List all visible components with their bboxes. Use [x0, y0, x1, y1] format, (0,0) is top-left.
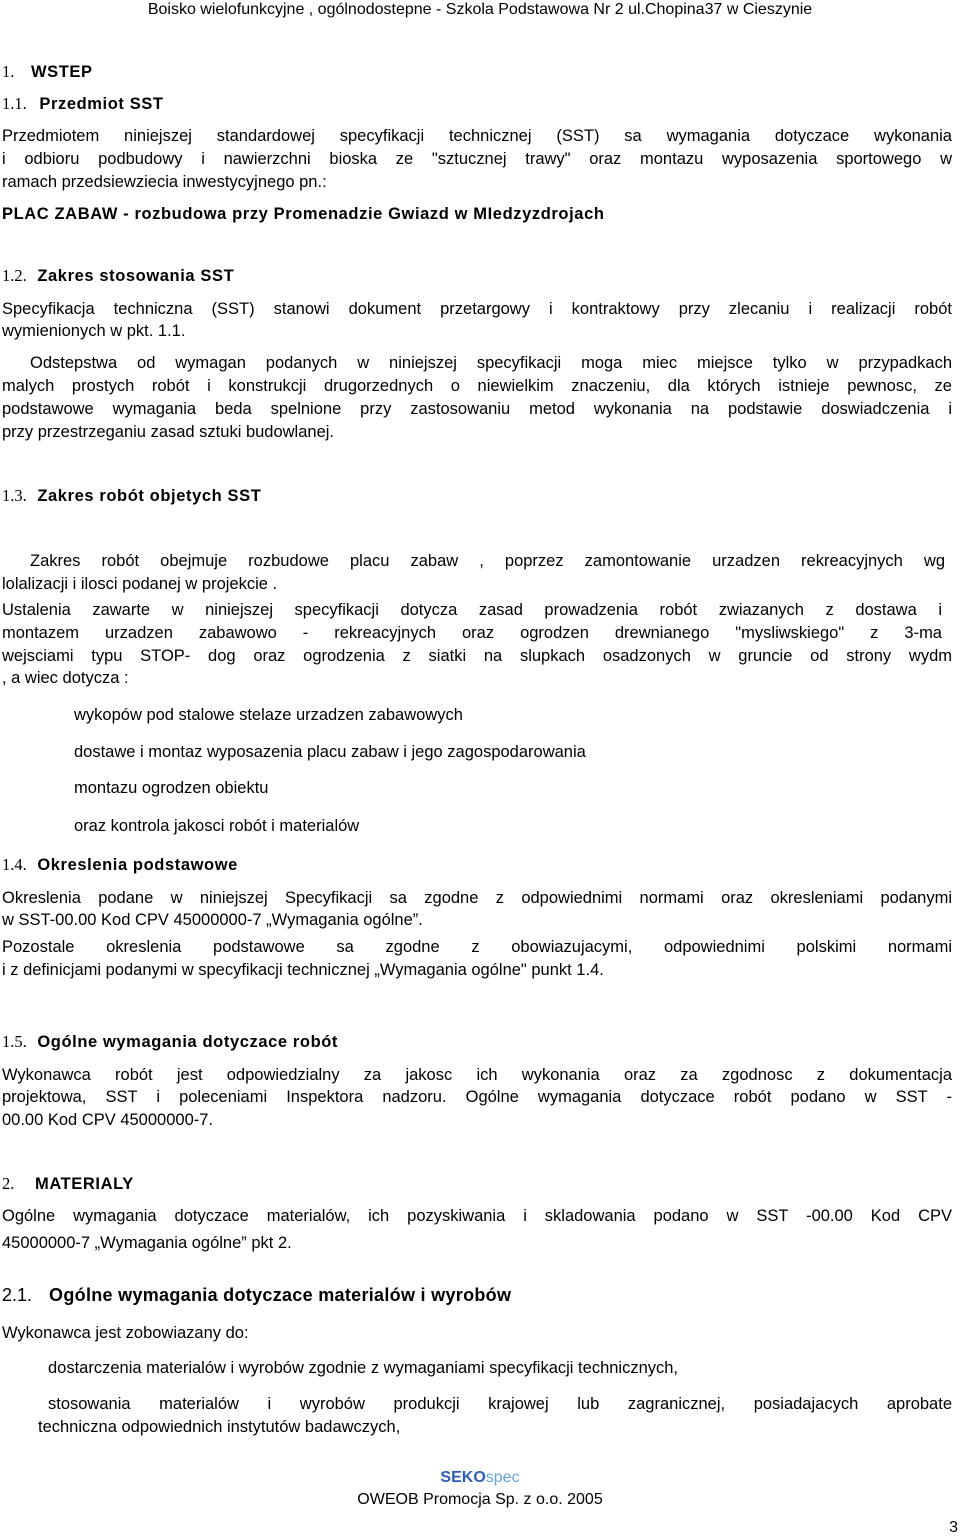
list-item-continuation: techniczna odpowiednich instytutów badawczych, — [38, 1418, 401, 1436]
paragraph-line: i odbioru podbudowy i nawierzchni bioska ze "sztucznej trawy" oraz montazu wyposazenia sportowego w — [2, 150, 952, 168]
section-title: Ogólne wymagania dotyczace robót — [37, 1033, 339, 1051]
paragraph-line: 00.00 Kod CPV 45000000-7. — [2, 1111, 213, 1129]
section-number: 1.2. — [2, 266, 27, 285]
paragraph-line: Wykonawca robót jest odpowiedzialny za jakosc ich wykonania oraz za zgodnosc z dokumentacja — [2, 1066, 952, 1084]
section-title: Zakres stosowania SST — [37, 267, 235, 285]
section-number: 1. — [2, 62, 15, 81]
section-title: WSTEP — [30, 63, 93, 81]
paragraph-line: wymienionych w pkt. 1.1. — [2, 322, 186, 340]
paragraph-line: przy przestrzeganiu zasad sztuki budowlanej. — [2, 423, 335, 441]
project-name: PLAC ZABAW - rozbudowa przy Promenadzie Gwiazd w MIedzyzdrojach — [2, 205, 605, 223]
paragraph-line: Przedmiotem niniejszej standardowej specyfikacji technicznej (SST) sa wymagania dotyczace wykonania — [2, 127, 952, 145]
list-item: dostarczenia materialów i wyrobów zgodnie z wymaganiami specyfikacji technicznych, — [48, 1359, 679, 1377]
page-number: 3 — [949, 1519, 958, 1536]
paragraph-line: Specyfikacja techniczna (SST) stanowi dokument przetargowy i kontraktowy przy zlecaniu i realizacji robót — [2, 300, 952, 318]
paragraph-line: wejsciami typu STOP- dog oraz ogrodzenia z siatki na slupkach osadzonych w gruncie od strony wydm — [2, 647, 952, 665]
paragraph-line: podstawowe wymagania beda spelnione przy zastosowaniu metod wykonania na podstawie doswiadczenia i — [2, 400, 952, 418]
section-title: Ogólne wymagania dotyczace materialów i wyrobów — [49, 1285, 512, 1305]
footer-company: OWEOB Promocja Sp. z o.o. 2005 — [357, 1491, 603, 1508]
section-title: MATERIALY — [34, 1175, 134, 1193]
list-item: oraz kontrola jakosci robót i materialów — [74, 817, 360, 835]
list-item: stosowania materialów i wyrobów produkcji krajowej lub zagranicznej, posiadajacych aprobate — [48, 1395, 952, 1413]
paragraph-line: Odstepstwa od wymagan podanych w niniejszej specyfikacji moga miec miejsce tylko w przypadkach — [30, 354, 952, 372]
paragraph-line: Ogólne wymagania dotyczace materialów, ich pozyskiwania i skladowania podano w SST -00.00 Kod CPV — [2, 1207, 952, 1225]
section-number: 1.4. — [2, 855, 27, 874]
section-1-1-heading — [2, 94, 164, 114]
logo-text-seko: SEKO — [440, 1469, 486, 1486]
paragraph-line: 45000000-7 „Wymagania ogólne” pkt 2. — [2, 1234, 292, 1252]
section-number: 1.1. — [2, 94, 27, 113]
paragraph-line: lolalizacji i ilosci podanej w projekcie . — [2, 575, 278, 593]
section-1-4-heading — [2, 855, 238, 875]
list-item: montazu ogrodzen obiektu — [74, 779, 269, 797]
section-number: 1.5. — [2, 1032, 27, 1051]
paragraph-line: projektowa, SST i poleceniami Inspektora nadzoru. Ogólne wymagania dotyczace robót podano w SST - — [2, 1088, 952, 1106]
section-number: 1.3. — [2, 486, 27, 505]
paragraph-line: Ustalenia zawarte w niniejszej specyfikacji dotycza zasad prowadzenia robót zwiazanych z dostawa i — [2, 601, 942, 619]
logo-text-spec: spec — [485, 1469, 520, 1486]
section-number: 2. — [2, 1174, 15, 1193]
section-number: 2.1. — [2, 1285, 33, 1305]
sekospec-logo — [0, 1468, 960, 1488]
section-title: Przedmiot SST — [39, 95, 164, 113]
section-2-1-heading — [2, 1285, 511, 1305]
paragraph-line: Wykonawca jest zobowiazany do: — [2, 1324, 249, 1342]
paragraph-line: Zakres robót obejmuje rozbudowe placu zabaw , poprzez zamontowanie urzadzen rekreacyjnych wg — [30, 552, 945, 570]
paragraph-line: w SST-00.00 Kod CPV 45000000-7 „Wymagania ogólne”. — [2, 911, 423, 929]
section-title: Okreslenia podstawowe — [37, 856, 238, 874]
list-item: wykopów pod stalowe stelaze urzadzen zabawowych — [74, 706, 463, 724]
section-title: Zakres robót objetych SST — [37, 487, 262, 505]
paragraph-line: Okreslenia podane w niniejszej Specyfikacji sa zgodne z odpowiednimi normami oraz okresleniami podanymi — [2, 889, 952, 907]
section-1-5-heading — [2, 1032, 338, 1052]
paragraph-line: i z definicjami podanymi w specyfikacji technicznej „Wymagania ogólne" punkt 1.4. — [2, 961, 604, 979]
paragraph-line: malych prostych robót i konstrukcji drugorzednych o niewielkim znaczeniu, dla których istnieje pewnosc, ze — [2, 377, 952, 395]
paragraph-line: Pozostale okreslenia podstawowe sa zgodne z obowiazujacymi, odpowiednimi polskimi normami — [2, 938, 952, 956]
section-2-heading — [2, 1174, 134, 1194]
paragraph-line: montazem urzadzen zabawowo - rekreacyjnych oraz ogrodzen drewnianego "mysliwskiego" z 3-ma — [2, 624, 942, 642]
section-1-heading — [2, 62, 93, 82]
paragraph-line: , a wiec dotycza : — [2, 669, 129, 687]
section-1-2-heading — [2, 266, 234, 286]
paragraph-line: ramach przedsiewziecia inwestycyjnego pn.: — [2, 173, 327, 191]
list-item: dostawe i montaz wyposazenia placu zabaw i jego zagospodarowania — [74, 743, 586, 761]
page-header: Boisko wielofunkcyjne , ogólnodostepne - Szkola Podstawowa Nr 2 ul.Chopina37 w Cieszynie — [147, 1, 813, 18]
section-1-3-heading — [2, 486, 261, 506]
